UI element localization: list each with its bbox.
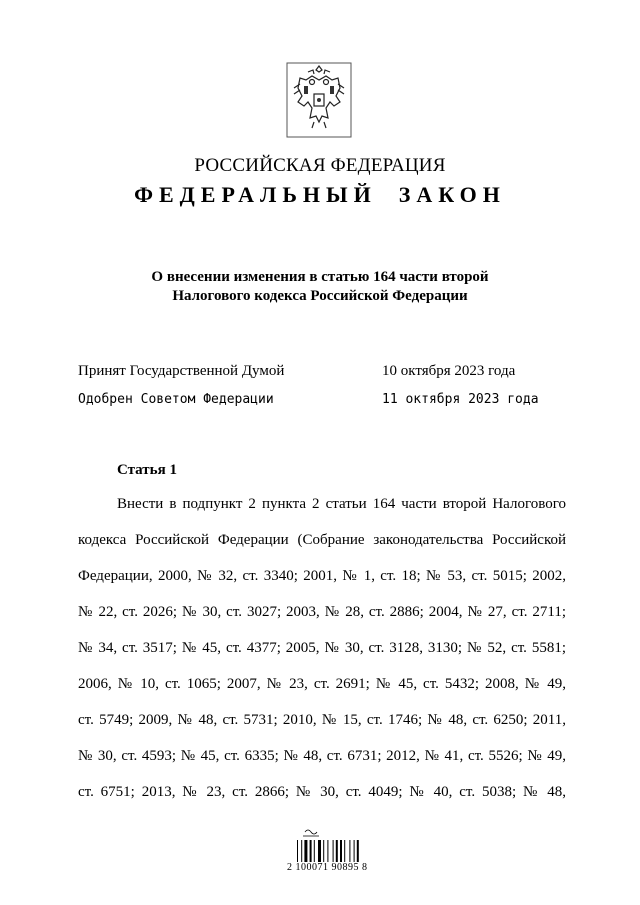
law-title-line-2: Налогового кодекса Российской Федерации (172, 288, 468, 304)
duma-adoption-row (78, 363, 516, 380)
article-body (78, 486, 566, 810)
article-line: ст. 5749; 2009, № 48, ст. 5731; 2010, № 15, ст. 1746; № 48, ст. 6250; 2011, (78, 712, 566, 728)
barcode-number: 2 100071 90895 8 (287, 862, 368, 873)
document-type-word-2: ЗАКОН (398, 182, 506, 207)
barcode-graphic (293, 826, 373, 862)
article-heading: Статья 1 (117, 462, 177, 478)
article-line: ст. 6751; 2013, № 23, ст. 2866; № 30, ст. 4049; № 40, ст. 5038; № 48, (78, 784, 566, 800)
article-line: № 22, ст. 2026; № 30, ст. 3027; 2003, № 28, ст. 2886; 2004, № 27, ст. 2711; (78, 604, 566, 620)
article-line: № 34, ст. 3517; № 45, ст. 4377; 2005, № 30, ст. 3128, 3130; № 52, ст. 5581; (78, 640, 566, 656)
article-line: Внести в подпункт 2 пункта 2 статьи 164 части второй Налогового (117, 496, 566, 512)
barcode (293, 826, 373, 886)
document-type-word-1: ФЕДЕРАЛЬНЫЙ (134, 182, 377, 207)
article-line: Федерации, 2000, № 32, ст. 3340; 2001, № 1, ст. 18; № 53, ст. 5015; 2002, (78, 568, 566, 584)
law-title (0, 268, 640, 306)
council-approval-label: Одобрен Советом Федерации (78, 392, 274, 407)
article-line: кодекса Российской Федерации (Собрание законодательства Российской (78, 532, 566, 548)
council-approval-row (78, 392, 539, 407)
article-line: 2006, № 10, ст. 1065; 2007, № 23, ст. 2691; № 45, ст. 5432; 2008, № 49, (78, 676, 566, 692)
duma-adoption-label: Принят Государственной Думой (78, 363, 285, 379)
duma-adoption-date: 10 октября 2023 года (382, 363, 516, 379)
council-approval-date: 11 октября 2023 года (382, 392, 539, 407)
law-title-line-1: О внесении изменения в статью 164 части второй (151, 269, 489, 285)
country-name: РОССИЙСКАЯ ФЕДЕРАЦИЯ (194, 155, 446, 176)
article-line: № 30, ст. 4593; № 45, ст. 6335; № 48, ст. 6731; 2012, № 41, ст. 5526; № 49, (78, 748, 566, 764)
coat-of-arms-emblem (286, 62, 352, 138)
document-type (0, 182, 640, 208)
